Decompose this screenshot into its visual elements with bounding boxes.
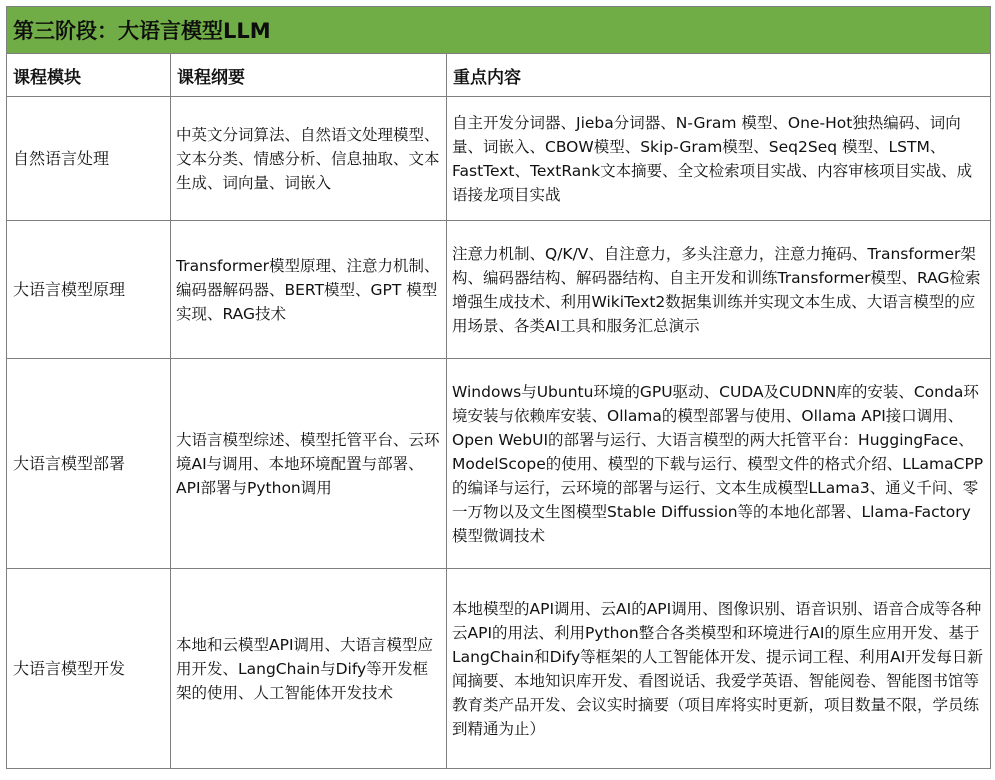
table-row	[7, 569, 991, 769]
header-row	[7, 54, 991, 97]
table-row	[7, 97, 991, 221]
stage-title: 第三阶段：大语言模型LLM	[7, 7, 991, 54]
key-points-cell: 注意力机制、Q/K/V、自注意力，多头注意力，注意力掩码、Transformer架构、编码器结构、解码器结构、自主开发和训练Transformer模型、RAG检索增强生成技术、利用WikiText2数据集训练并实现文本生成、大语言模型的应用场景、各类AI工具和服务汇总演示	[447, 221, 991, 359]
module-cell: 大语言模型原理	[7, 221, 171, 359]
module-cell: 大语言模型开发	[7, 569, 171, 769]
outline-cell: 本地和云模型API调用、大语言模型应用开发、LangChain与Dify等开发框架的使用、人工智能体开发技术	[171, 569, 447, 769]
outline-cell: 大语言模型综述、模型托管平台、云环境AI与调用、本地环境配置与部署、API部署与Python调用	[171, 359, 447, 569]
module-cell: 大语言模型部署	[7, 359, 171, 569]
outline-cell: Transformer模型原理、注意力机制、编码器解码器、BERT模型、GPT 模型实现、RAG技术	[171, 221, 447, 359]
title-row	[7, 7, 991, 54]
course-table	[6, 6, 991, 769]
table-row	[7, 359, 991, 569]
key-points-cell: Windows与Ubuntu环境的GPU驱动、CUDA及CUDNN库的安装、Conda环境安装与依赖库安装、Ollama的模型部署与使用、Ollama API接口调用、Open WebUI的部署与运行、大语言模型的两大托管平台：HuggingFace、ModelScope的使用、模型的下载与运行、模型文件的格式介绍、LLamaCPP的编译与运行，云环境的部署与运行、文本生成模型LLama3、通义千问、零一万物以及文生图模型Stable Diffussion等的本地化部署、Llama-Factory模型微调技术	[447, 359, 991, 569]
header-module: 课程模块	[7, 54, 171, 97]
header-outline: 课程纲要	[171, 54, 447, 97]
table-row	[7, 221, 991, 359]
module-cell: 自然语言处理	[7, 97, 171, 221]
key-points-cell: 自主开发分词器、Jieba分词器、N-Gram 模型、One-Hot独热编码、词向量、词嵌入、CBOW模型、Skip-Gram模型、Seq2Seq 模型、LSTM、FastText、TextRank文本摘要、全文检索项目实战、内容审核项目实战、成语接龙项目实战	[447, 97, 991, 221]
key-points-cell: 本地模型的API调用、云AI的API调用、图像识别、语音识别、语音合成等各种云API的用法、利用Python整合各类模型和环境进行AI的原生应用开发、基于LangChain和Dify等框架的人工智能体开发、提示词工程、利用AI开发每日新闻摘要、本地知识库开发、看图说话、我爱学英语、智能阅卷、智能图书馆等教育类产品开发、会议实时摘要（项目库将实时更新，项目数量不限，学员练到精通为止）	[447, 569, 991, 769]
header-key-points: 重点内容	[447, 54, 991, 97]
course-table-page	[6, 6, 990, 769]
outline-cell: 中英文分词算法、自然语文处理模型、文本分类、情感分析、信息抽取、文本生成、词向量、词嵌入	[171, 97, 447, 221]
